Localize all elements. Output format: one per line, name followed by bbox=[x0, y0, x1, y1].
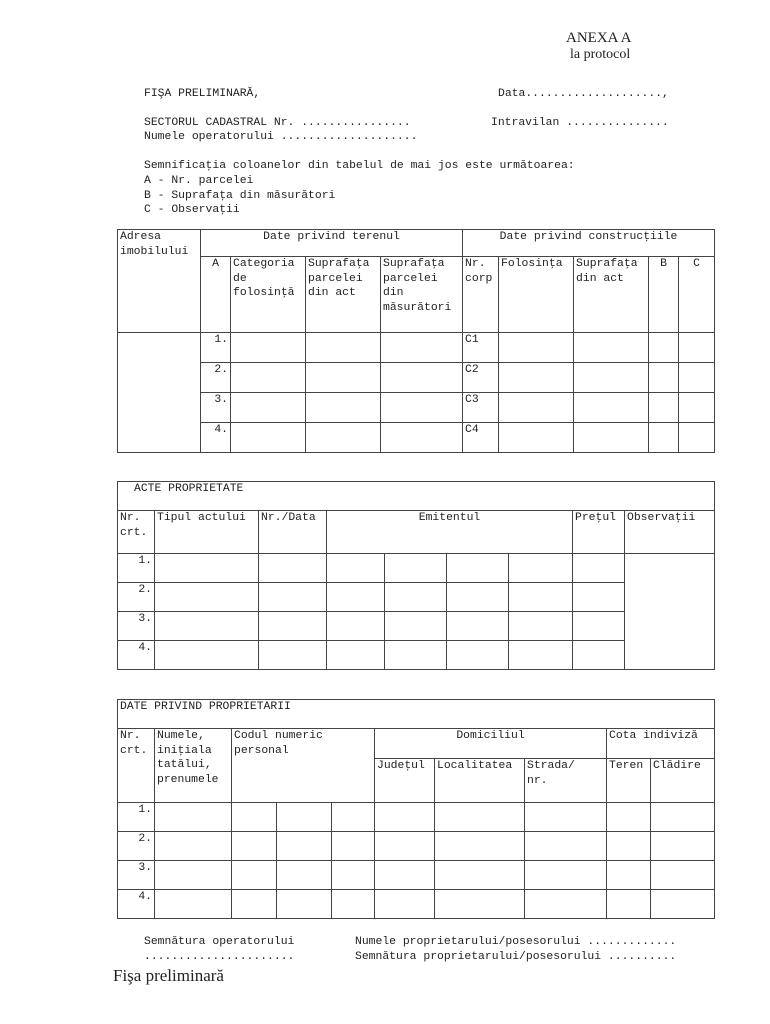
table-cell[interactable] bbox=[231, 363, 306, 393]
table-cell[interactable] bbox=[651, 861, 715, 890]
table-cell[interactable] bbox=[327, 641, 385, 670]
table-cell[interactable] bbox=[155, 832, 232, 861]
table-cell[interactable] bbox=[332, 861, 375, 890]
table-cell[interactable] bbox=[509, 583, 573, 612]
owner-row-number: 3. bbox=[118, 861, 155, 890]
building-number: C1 bbox=[463, 333, 499, 363]
col-area-measured-header: Suprafaţa parcelei din măsurători bbox=[381, 257, 463, 333]
table-cell[interactable] bbox=[435, 832, 525, 861]
acts-col-nrdate: Nr./Data bbox=[259, 511, 327, 554]
table-cell[interactable] bbox=[679, 423, 715, 453]
table-cell[interactable] bbox=[277, 803, 332, 832]
legend-c: C - Observaţii bbox=[144, 204, 240, 216]
table-cell[interactable] bbox=[509, 554, 573, 583]
observations-cell[interactable] bbox=[625, 554, 715, 670]
owners-section-title: DATE PRIVIND PROPRIETARII bbox=[118, 700, 715, 729]
table-cell[interactable] bbox=[385, 641, 447, 670]
act-row-number: 4. bbox=[118, 641, 155, 670]
table-cell[interactable] bbox=[381, 393, 463, 423]
table-cell[interactable] bbox=[306, 423, 381, 453]
table-cell[interactable] bbox=[385, 583, 447, 612]
table-cell[interactable] bbox=[231, 393, 306, 423]
table-cell[interactable] bbox=[155, 803, 232, 832]
col-use-header: Folosinţa bbox=[499, 257, 574, 333]
col-area-act-header: Suprafaţa parcelei din act bbox=[306, 257, 381, 333]
table-cell[interactable] bbox=[385, 612, 447, 641]
table-cell[interactable] bbox=[574, 393, 649, 423]
table-cell[interactable] bbox=[573, 583, 625, 612]
acts-col-type: Tipul actului bbox=[155, 511, 259, 554]
owners-col-street: Strada/ nr. bbox=[525, 759, 607, 803]
owners-table bbox=[117, 699, 715, 919]
col-corp-header: Nr. corp bbox=[463, 257, 499, 333]
footer-caption: Fişa preliminară bbox=[113, 966, 224, 985]
table-cell[interactable] bbox=[259, 612, 327, 641]
table-cell[interactable] bbox=[375, 803, 435, 832]
table-cell[interactable] bbox=[607, 803, 651, 832]
table-cell[interactable] bbox=[327, 554, 385, 583]
form-title: FIŞA PRELIMINARĂ, bbox=[144, 88, 261, 100]
annex-title: ANEXA A bbox=[566, 30, 632, 46]
owners-col-county: Judeţul bbox=[375, 759, 435, 803]
table-cell[interactable] bbox=[375, 832, 435, 861]
table-cell[interactable] bbox=[651, 803, 715, 832]
table-cell[interactable] bbox=[447, 554, 509, 583]
table-cell[interactable] bbox=[574, 363, 649, 393]
table-cell[interactable] bbox=[155, 583, 259, 612]
owners-col-share: Cota indiviză bbox=[607, 729, 715, 759]
table-cell[interactable] bbox=[651, 832, 715, 861]
building-group-header: Date privind construcţiile bbox=[463, 230, 715, 257]
owner-row-number: 1. bbox=[118, 803, 155, 832]
table-cell[interactable] bbox=[306, 393, 381, 423]
table-cell[interactable] bbox=[259, 641, 327, 670]
table-cell[interactable] bbox=[447, 583, 509, 612]
building-number: C2 bbox=[463, 363, 499, 393]
address-header: Adresa imobilului bbox=[118, 230, 201, 333]
ownership-acts-table bbox=[117, 481, 715, 670]
table-cell[interactable] bbox=[499, 333, 574, 363]
operator-name-field[interactable]: Numele operatorului .................... bbox=[144, 131, 418, 143]
table-cell[interactable] bbox=[525, 832, 607, 861]
acts-col-price: Preţul bbox=[573, 511, 625, 554]
table-cell[interactable] bbox=[155, 554, 259, 583]
table-cell[interactable] bbox=[607, 861, 651, 890]
table-cell[interactable] bbox=[155, 890, 232, 919]
table-cell[interactable] bbox=[375, 890, 435, 919]
table-cell[interactable] bbox=[447, 612, 509, 641]
legend-intro: Semnificaţia coloanelor din tabelul de mai jos este următoarea: bbox=[144, 160, 575, 172]
legend-b: B - Suprafaţa din măsurători bbox=[144, 190, 336, 202]
table-cell[interactable] bbox=[509, 641, 573, 670]
building-number: C4 bbox=[463, 423, 499, 453]
table-cell[interactable] bbox=[607, 832, 651, 861]
table-cell[interactable] bbox=[277, 861, 332, 890]
owners-col-locality: Localitatea bbox=[435, 759, 525, 803]
table-cell[interactable] bbox=[332, 832, 375, 861]
table-cell[interactable] bbox=[679, 333, 715, 363]
parcel-number: 3. bbox=[201, 393, 231, 423]
operator-signature-field[interactable]: ...................... bbox=[144, 951, 295, 963]
table-cell[interactable] bbox=[509, 612, 573, 641]
table-cell[interactable] bbox=[499, 423, 574, 453]
table-cell[interactable] bbox=[651, 890, 715, 919]
acts-col-issuer: Emitentul bbox=[327, 511, 573, 554]
owners-col-domicile: Domiciliul bbox=[375, 729, 607, 759]
act-row-number: 1. bbox=[118, 554, 155, 583]
table-cell[interactable] bbox=[381, 423, 463, 453]
date-field[interactable]: Data...................., bbox=[498, 88, 669, 100]
table-cell[interactable] bbox=[385, 554, 447, 583]
table-cell[interactable] bbox=[381, 363, 463, 393]
table-cell[interactable] bbox=[155, 612, 259, 641]
parcel-number: 4. bbox=[201, 423, 231, 453]
table-cell[interactable] bbox=[435, 803, 525, 832]
table-cell[interactable] bbox=[573, 554, 625, 583]
table-cell[interactable] bbox=[232, 861, 277, 890]
table-cell[interactable] bbox=[375, 861, 435, 890]
owners-col-nr: Nr. crt. bbox=[118, 729, 155, 803]
table-cell[interactable] bbox=[306, 333, 381, 363]
col-c-header: C bbox=[679, 257, 715, 333]
table-cell[interactable] bbox=[573, 612, 625, 641]
legend-a: A - Nr. parcelei bbox=[144, 175, 254, 187]
address-cell[interactable] bbox=[118, 333, 201, 453]
col-category-header: Categoria de folosinţă bbox=[231, 257, 306, 333]
table-cell[interactable] bbox=[574, 423, 649, 453]
building-number: C3 bbox=[463, 393, 499, 423]
act-row-number: 3. bbox=[118, 612, 155, 641]
owner-name-field[interactable]: Numele proprietarului/posesorului ............. bbox=[355, 936, 677, 948]
owner-signature-field[interactable]: Semnătura proprietarului/posesorului .......... bbox=[355, 951, 677, 963]
table-cell[interactable] bbox=[435, 861, 525, 890]
table-cell[interactable] bbox=[231, 333, 306, 363]
table-cell[interactable] bbox=[649, 333, 679, 363]
owners-col-name: Numele, iniţiala tatălui, prenumele bbox=[155, 729, 232, 803]
table-cell[interactable] bbox=[649, 393, 679, 423]
table-cell[interactable] bbox=[259, 583, 327, 612]
table-cell[interactable] bbox=[574, 333, 649, 363]
owners-col-building: Clădire bbox=[651, 759, 715, 803]
owner-row-number: 2. bbox=[118, 832, 155, 861]
table-cell[interactable] bbox=[232, 803, 277, 832]
table-cell[interactable] bbox=[327, 612, 385, 641]
table-cell[interactable] bbox=[649, 423, 679, 453]
col-a-header: A bbox=[201, 257, 231, 333]
table-cell[interactable] bbox=[306, 363, 381, 393]
table-cell[interactable] bbox=[649, 363, 679, 393]
table-cell[interactable] bbox=[447, 641, 509, 670]
table-cell[interactable] bbox=[525, 803, 607, 832]
owners-col-cnp: Codul numeric personal bbox=[232, 729, 375, 803]
act-row-number: 2. bbox=[118, 583, 155, 612]
table-cell[interactable] bbox=[259, 554, 327, 583]
table-cell[interactable] bbox=[327, 583, 385, 612]
acts-col-observations: Observaţii bbox=[625, 511, 715, 554]
col-b-header: B bbox=[649, 257, 679, 333]
col-build-area-header: Suprafaţa din act bbox=[574, 257, 649, 333]
table-cell[interactable] bbox=[525, 890, 607, 919]
intravilan-field[interactable]: Intravilan ............... bbox=[491, 117, 669, 129]
property-table bbox=[117, 229, 715, 453]
table-cell[interactable] bbox=[332, 803, 375, 832]
table-cell[interactable] bbox=[499, 393, 574, 423]
table-cell[interactable] bbox=[232, 832, 277, 861]
operator-signature-label: Semnătura operatorului bbox=[144, 936, 295, 948]
table-cell[interactable] bbox=[607, 890, 651, 919]
annex-subtitle: la protocol bbox=[570, 47, 631, 62]
table-cell[interactable] bbox=[381, 333, 463, 363]
table-cell[interactable] bbox=[155, 861, 232, 890]
table-cell[interactable] bbox=[232, 890, 277, 919]
table-cell[interactable] bbox=[435, 890, 525, 919]
table-cell[interactable] bbox=[679, 363, 715, 393]
land-group-header: Date privind terenul bbox=[201, 230, 463, 257]
table-cell[interactable] bbox=[277, 890, 332, 919]
parcel-number: 2. bbox=[201, 363, 231, 393]
acts-col-nr: Nr. crt. bbox=[118, 511, 155, 554]
table-cell[interactable] bbox=[155, 641, 259, 670]
table-cell[interactable] bbox=[499, 363, 574, 393]
acts-section-title: ACTE PROPRIETATE bbox=[118, 482, 715, 511]
table-cell[interactable] bbox=[679, 393, 715, 423]
table-cell[interactable] bbox=[573, 641, 625, 670]
owners-col-land: Teren bbox=[607, 759, 651, 803]
table-cell[interactable] bbox=[277, 832, 332, 861]
owner-row-number: 4. bbox=[118, 890, 155, 919]
table-cell[interactable] bbox=[332, 890, 375, 919]
table-cell[interactable] bbox=[525, 861, 607, 890]
sector-field[interactable]: SECTORUL CADASTRAL Nr. ................ bbox=[144, 117, 411, 129]
parcel-number: 1. bbox=[201, 333, 231, 363]
table-cell[interactable] bbox=[231, 423, 306, 453]
